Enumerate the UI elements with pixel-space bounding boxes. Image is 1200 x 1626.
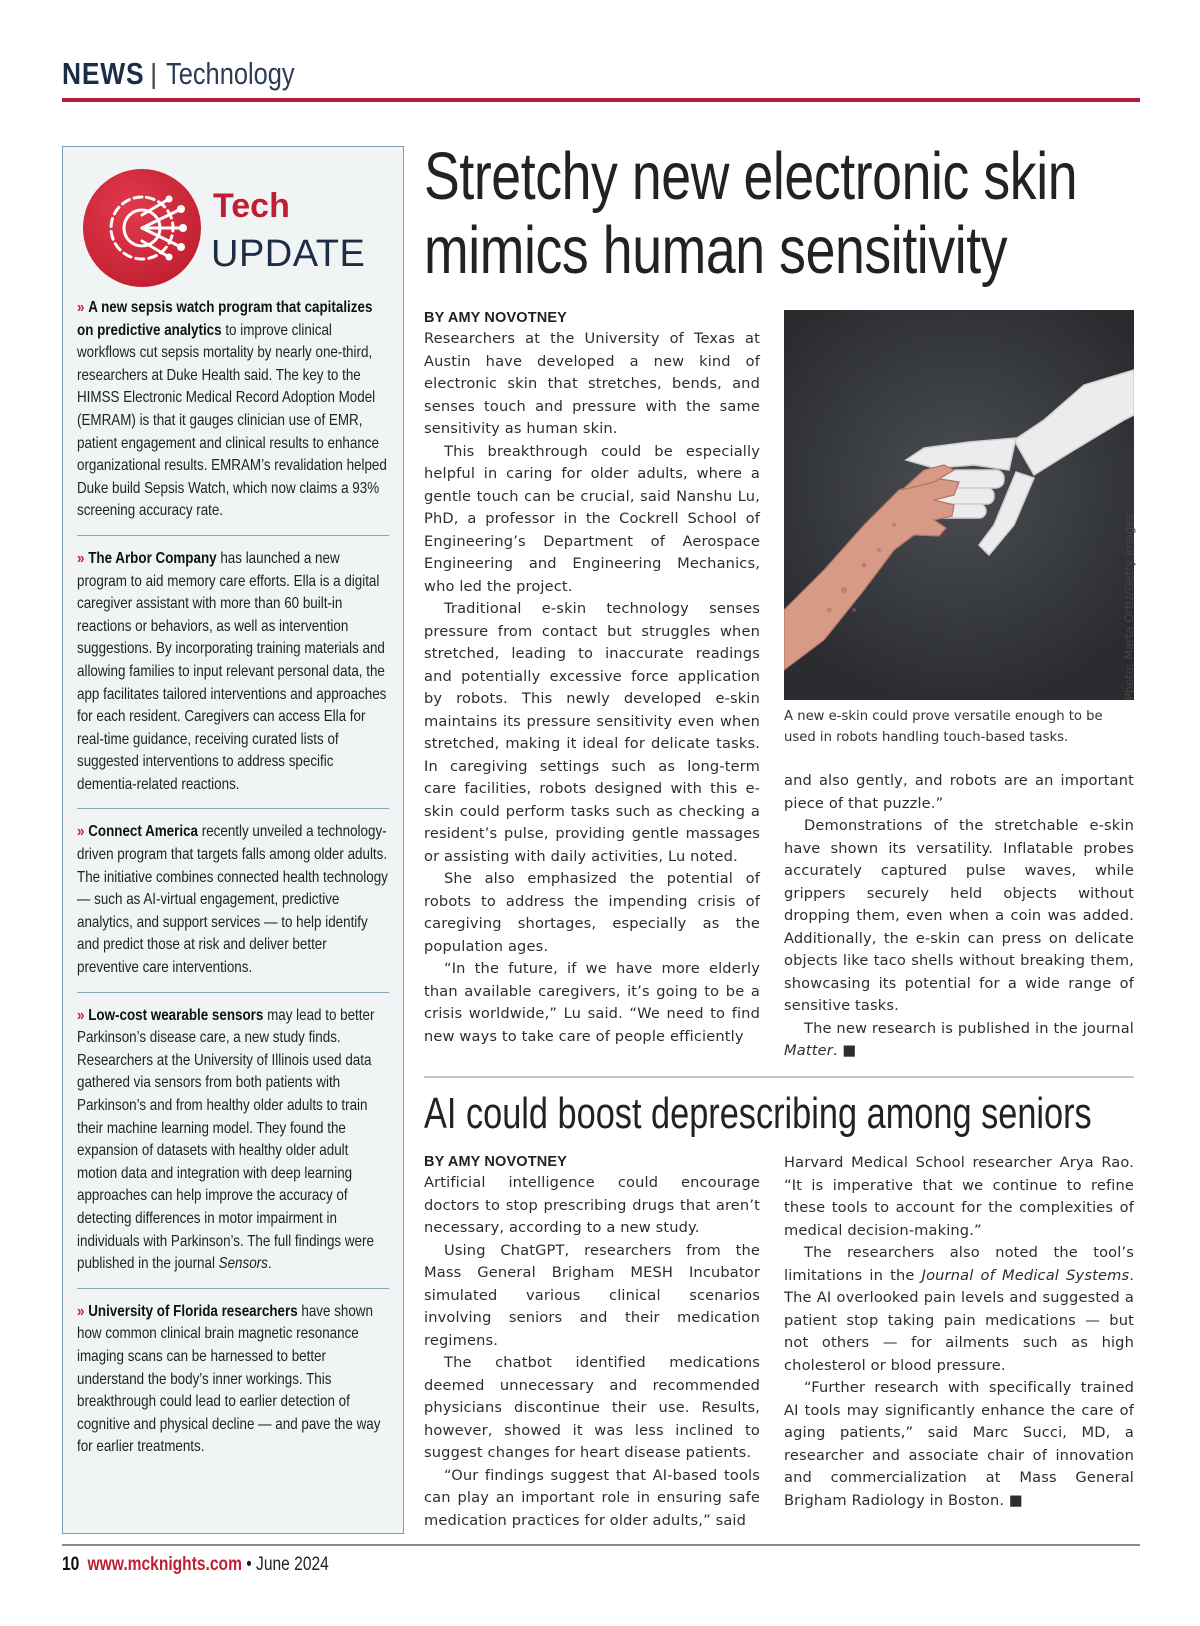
paragraph: She also emphasized the potential of robots to address the impending crisis of caregiving shortages, especially as the population ages. — [424, 870, 760, 955]
chevron-right-icon: » — [77, 549, 85, 567]
tech-update-sidebar — [62, 146, 404, 1534]
headline-line-2: mimics human sensitivity — [424, 213, 1008, 288]
text: The researchers also noted the tool’s limitations in the — [784, 1244, 1134, 1284]
item-lead: A new sepsis watch program that capitalizes on predictive analytics — [77, 299, 373, 339]
item-body: to improve clinical workflows cut sepsis mortality by nearly one-third, researchers at Duke Health said. The key to the HIMSS Electronic Medical Record Adoption Model (EMRAM) is that it gauges clinician use of EMR, patient engagement and clinical results to enhance organizational results. EMRAM’s revalidation helped Duke build Sepsis Watch, which now claims a 93% screening accuracy rate. — [77, 321, 387, 520]
paragraph: Artificial intelligence could encourage doctors to stop prescribing drugs that aren’t necessary, according to a new study. — [424, 1174, 760, 1236]
photo-credit: Photo: Marta Ortiz/Getty Images — [1122, 513, 1136, 700]
paragraph: The chatbot identified medications deemed unnecessary and recommended physicians discontinue their use. Results, however, showed it was less inclined to suggest changes for heart disease patients. — [424, 1354, 760, 1461]
paragraph: “Our findings suggest that AI-based tools can play an important role in ensuring safe medication practices for older adults,” said — [424, 1466, 760, 1529]
journal-name: Matter — [784, 1042, 833, 1059]
page-footer — [62, 1554, 329, 1576]
list-item — [77, 821, 389, 992]
paragraph: “In the future, if we have more elderly than available caregivers, it’s going to be a crisis worldwide,” Lu said. “We need to find new ways to take care of people efficiently — [424, 960, 760, 1045]
article-2-column-1 — [424, 1152, 760, 1532]
footer-rule — [62, 1544, 1140, 1546]
list-item — [77, 1301, 389, 1471]
logo-update-text: UPDATE — [211, 233, 366, 275]
photo-caption: A new e-skin could prove versatile enough to be used in robots handling touch-based tasks. — [784, 709, 1103, 745]
article-divider — [424, 1076, 1134, 1078]
item-body: recently unveiled a technology-driven program that targets falls among older adults. The initiative combines connected health technology — such as AI-virtual engagement, predictive analytics, and support services — to help identify and predict those at risk and deliver better preventive care interventions. — [77, 823, 388, 977]
tech-update-list — [77, 297, 389, 1483]
paragraph: This breakthrough could be especially helpful in caring for older adults, where a gentle touch can be crucial, said Nanshu Lu, PhD, a professor in the Cockrell School of Engineering’s Department of Aerospace Engineering and Engineering Mechanics, who led the project. — [424, 442, 760, 595]
chevron-right-icon: » — [77, 299, 85, 316]
page-header — [62, 54, 1136, 104]
header-separator: | — [150, 58, 158, 89]
journal-name: Journal of Medical Systems — [921, 1266, 1130, 1284]
list-item — [77, 548, 389, 810]
end-mark: . ■ — [832, 1042, 857, 1059]
chevron-right-icon: » — [77, 1302, 85, 1320]
paragraph: Using ChatGPT, researchers from the Mass General Brigham MESH Incubator simulated various clinical scenarios involving seniors and their medication regimens. — [424, 1241, 760, 1349]
item-tail: . — [267, 1255, 272, 1273]
paragraph: Harvard Medical School researcher Arya Rao. “It is imperative that we continue to refine these tools to account for the complexities of medical decision-making.” — [784, 1154, 1134, 1239]
item-lead: Low-cost wearable sensors — [88, 1006, 264, 1024]
item-lead: University of Florida researchers — [88, 1302, 298, 1320]
circuit-gear-icon — [83, 169, 201, 287]
paragraph: “Further research with specifically trained AI tools may significantly enhance the care of aging patients,” said Marc Succi, MD, a researcher and associate chair of innovation and commercialization at Mass General Brigham Radiology in Boston. ■ — [784, 1379, 1134, 1509]
closing-paragraph — [784, 1018, 1134, 1063]
subsection-label: Technology — [166, 56, 295, 91]
text: . The AI overlooked pain levels and suggested a patient stop taking pain medications — but not others — for ailments such as high cholesterol or blood pressure. — [784, 1266, 1134, 1374]
article-headline — [424, 140, 1144, 288]
robot-human-hand-photo — [784, 310, 1134, 700]
site-url: www.mcknights.com — [87, 1554, 242, 1575]
paragraph — [784, 1242, 1134, 1377]
section-label: NEWS — [62, 56, 145, 91]
article-column-2 — [784, 770, 1134, 1063]
item-body: have shown how common clinical brain magnetic resonance imaging scans can be harnessed to better understand the body’s inner workings. This breakthrough could lead to earlier detection of cognitive and physical decline — and pave the way for earlier treatments. — [77, 1302, 381, 1456]
item-journal: Sensors — [218, 1255, 268, 1273]
issue-date: • June 2024 — [241, 1554, 329, 1575]
article-2-column-2 — [784, 1152, 1134, 1512]
byline: BY AMY NOVOTNEY — [424, 1154, 567, 1170]
logo-tech-text: Tech — [213, 187, 290, 225]
page-number: 10 — [62, 1554, 80, 1575]
paragraph: Demonstrations of the stretchable e-skin have shown its versatility. Inflatable probes accurately captured pulse waves, while grippers securely held objects without dropping them, even when a coin was added. Additionally, the e-skin can press on delicate objects like taco shells without breaking them, showcasing its potential for a wide range of sensitive tasks. — [784, 817, 1134, 1014]
article-column-1 — [424, 308, 760, 1048]
paragraph: Researchers at the University of Texas at Austin have developed a new kind of electronic skin that stretches, bends, and senses touch and pressure with the same sensitivity as human skin. — [424, 330, 760, 437]
tech-update-logo — [83, 169, 383, 289]
headline-line-1: Stretchy new electronic skin — [424, 139, 1078, 214]
closing-text: The new research is published in the journal — [804, 1019, 1134, 1037]
item-lead: The Arbor Company — [88, 549, 217, 567]
paragraph: Traditional e-skin technology senses pressure from contact but struggles when stretched, leading to inaccurate readings and potentially excessive force application by robots. This newly developed e-skin maintains its pressure sensitivity even when stretched, making it ideal for delicate tasks. In caregiving settings such as long-term care facilities, robots designed with this e-skin could perform tasks such as checking a resident’s pulse, providing gentle massages or assisting with daily activities, Lu noted. — [424, 600, 760, 865]
paragraph: and also gently, and robots are an important piece of that puzzle.” — [784, 772, 1134, 812]
list-item — [77, 297, 389, 536]
item-body: may lead to better Parkinson’s disease care, a new study finds. Researchers at the University of Illinois used data gathered via sensors from both patients with Parkinson’s and from healthy older adults to train their machine learning model. They found the expansion of datasets with healthy older adult motion data and integration with deep learning approaches can help improve the accuracy of detecting differences in motor impairment in individuals with Parkinson’s. The full findings were published in the journal — [77, 1006, 375, 1273]
header-rule — [62, 98, 1140, 102]
chevron-right-icon: » — [77, 823, 85, 841]
byline: BY AMY NOVOTNEY — [424, 310, 567, 326]
list-item — [77, 1005, 389, 1289]
item-body: has launched a new program to aid memory care efforts. Ella is a digital caregiver assistant with more than 60 built-in reactions or behaviors, as well as intervention suggestions. By incorporating training materials and allowing families to input relevant personal data, the app facilitates tailored interventions and approaches for each resident. Caregivers can access Ella for real-time guidance, receiving curated lists of suggested interventions to address specific dementia-related reactions. — [77, 549, 387, 793]
item-lead: Connect America — [88, 823, 199, 841]
article-2-headline: AI could boost deprescribing among seniors — [424, 1089, 1092, 1138]
chevron-right-icon: » — [77, 1006, 85, 1024]
